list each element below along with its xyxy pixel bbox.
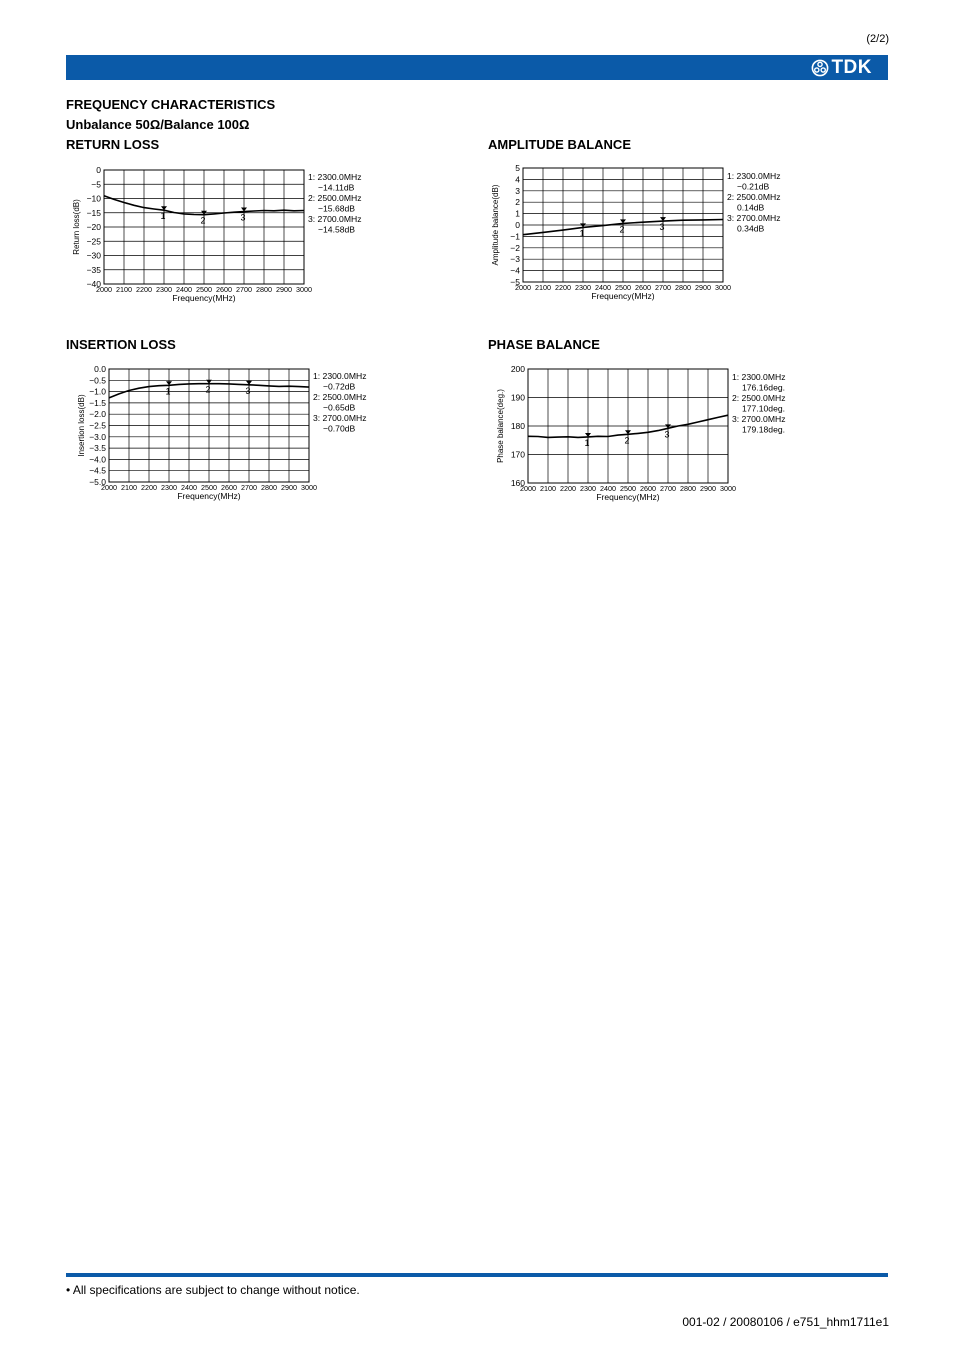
x-tick-label: 2000 [520,484,536,493]
legend-entry: 3: 2700.0MHz [313,413,367,423]
page-number: (2/2) [866,33,889,45]
x-tick-label: 2400 [181,483,197,492]
x-tick-label: 3000 [301,483,317,492]
y-tick-label: −0.5 [89,375,106,386]
y-tick-label: −4.5 [89,465,106,476]
y-tick-label: −3 [510,254,520,265]
legend-entry: 1: 2300.0MHz [727,171,781,181]
legend-entry: −0.70dB [323,423,356,434]
y-tick-label: 3 [515,185,520,196]
legend-entry: −0.21dB [737,181,770,192]
marker-label: 3 [240,212,246,223]
x-tick-label: 3000 [720,484,736,493]
footer-note: • All specifications are subject to change without notice. [66,1283,360,1297]
y-tick-label: −2 [510,242,520,253]
x-tick-label: 3000 [715,283,731,292]
marker-label: 2 [200,215,206,226]
legend-entry: 2: 2500.0MHz [313,392,367,402]
section-subheading: Unbalance 50Ω/Balance 100Ω [66,117,250,132]
y-tick-label: −5.0 [89,477,106,487]
legend-entry: 3: 2700.0MHz [727,213,781,223]
x-tick-label: 2300 [580,484,596,493]
y-tick-label: 4 [515,174,520,185]
legend-entry: 179.18deg. [742,424,786,435]
x-tick-label: 2300 [575,283,591,292]
x-tick-label: 2600 [216,285,232,294]
x-tick-label: 2800 [261,483,277,492]
x-tick-label: 2200 [141,483,157,492]
x-tick-label: 2000 [96,285,112,294]
x-tick-label: 2500 [196,285,212,294]
y-axis-label: Return loss(dB) [72,199,81,255]
marker-label: 1 [160,211,166,222]
y-tick-label: 5 [515,163,520,173]
y-tick-label: −40 [86,279,101,289]
marker-label: 2 [624,435,630,446]
document-id: 001-02 / 20080106 / e751_hhm1711e1 [682,1315,889,1329]
legend-entry: 3: 2700.0MHz [308,214,362,224]
x-tick-label: 2100 [535,283,551,292]
legend-entry: −14.11dB [318,182,355,193]
x-tick-label: 2900 [700,484,716,493]
y-tick-label: −3.0 [89,431,106,442]
x-tick-label: 2600 [640,484,656,493]
legend-entry: 1: 2300.0MHz [308,172,362,182]
marker-label: 3 [245,385,251,396]
y-tick-label: 1 [515,208,520,219]
y-tick-label: −10 [86,193,101,204]
legend-entry: 177.10deg. [742,403,786,414]
marker-label: 3 [664,429,670,440]
y-tick-label: −35 [86,264,101,275]
x-tick-label: 2000 [101,483,117,492]
y-tick-label: 0 [515,220,520,230]
x-axis-label: Frequency(MHz) [172,293,236,303]
x-tick-label: 2900 [281,483,297,492]
x-axis-label: Frequency(MHz) [596,492,660,502]
x-tick-label: 2300 [156,285,172,294]
x-tick-label: 2100 [121,483,137,492]
x-tick-label: 2200 [555,283,571,292]
x-tick-label: 2800 [675,283,691,292]
x-tick-label: 2700 [241,483,257,492]
marker-label: 3 [659,222,665,233]
y-axis-label: Amplitude balance(dB) [491,184,500,266]
y-axis-label: Insertion loss(dB) [77,394,86,457]
y-tick-label: −25 [86,236,101,247]
x-tick-label: 2100 [116,285,132,294]
marker-label: 2 [205,384,211,395]
legend-entry: −15.68dB [318,203,356,214]
x-tick-label: 2900 [695,283,711,292]
x-tick-label: 2500 [615,283,631,292]
x-tick-label: 2700 [655,283,671,292]
legend-entry: −14.58dB [318,224,356,235]
y-tick-label: −30 [86,250,101,261]
marker-label: 2 [619,224,625,235]
x-tick-label: 2700 [660,484,676,493]
legend-entry: 2: 2500.0MHz [308,193,362,203]
x-tick-label: 2400 [595,283,611,292]
y-tick-label: −5 [91,179,101,190]
y-tick-label: 0.0 [94,364,106,374]
x-tick-label: 2300 [161,483,177,492]
y-tick-label: −4.0 [89,454,106,465]
x-tick-label: 2500 [620,484,636,493]
legend-entry: −0.72dB [323,381,356,392]
y-tick-label: −1.5 [89,397,106,408]
x-tick-label: 2200 [136,285,152,294]
legend-entry: 1: 2300.0MHz [313,371,367,381]
x-tick-label: 2400 [600,484,616,493]
y-tick-label: 2 [515,197,520,208]
legend-entry: 176.16deg. [742,382,786,393]
x-tick-label: 2000 [515,283,531,292]
x-tick-label: 2200 [560,484,576,493]
legend-entry: 1: 2300.0MHz [732,372,786,382]
return-loss-title: RETURN LOSS [66,137,160,152]
legend-entry: −0.65dB [323,402,356,413]
y-tick-label: 200 [510,364,525,374]
y-axis-label: Phase balance(deg.) [496,389,505,463]
y-tick-label: 180 [510,421,525,431]
x-axis-label: Frequency(MHz) [177,491,241,501]
y-tick-label: 170 [510,449,525,460]
legend-entry: 2: 2500.0MHz [727,192,781,202]
x-tick-label: 2800 [680,484,696,493]
insertion-loss-title: INSERTION LOSS [66,337,176,352]
y-tick-label: −4 [510,265,520,276]
x-tick-label: 2800 [256,285,272,294]
y-tick-label: −2.5 [89,420,106,431]
legend-entry: 2: 2500.0MHz [732,393,786,403]
phase-balance-chart [0,0,954,520]
y-tick-label: −15 [86,207,101,218]
marker-label: 1 [165,386,171,397]
marker-label: 1 [584,437,590,448]
legend-entry: 3: 2700.0MHz [732,414,786,424]
amplitude-balance-title: AMPLITUDE BALANCE [488,137,631,152]
y-tick-label: −1 [510,231,520,242]
x-tick-label: 2600 [221,483,237,492]
brand-name: TDK [831,57,872,78]
y-tick-label: −3.5 [89,443,106,454]
y-tick-label: 190 [510,392,525,403]
x-tick-label: 2100 [540,484,556,493]
y-tick-label: −20 [86,222,101,232]
legend-entry: 0.34dB [737,223,765,234]
y-tick-label: −2.0 [89,409,106,420]
y-tick-label: 0 [96,165,101,175]
phase-balance-title: PHASE BALANCE [488,337,600,352]
x-tick-label: 2400 [176,285,192,294]
marker-label: 1 [579,228,585,239]
x-tick-label: 2900 [276,285,292,294]
y-tick-label: −5 [510,277,520,287]
x-tick-label: 2600 [635,283,651,292]
y-tick-label: −1.0 [89,386,106,397]
x-tick-label: 2700 [236,285,252,294]
footer-bar [66,1273,888,1277]
x-axis-label: Frequency(MHz) [591,291,655,301]
x-tick-label: 3000 [296,285,312,294]
section-heading: FREQUENCY CHARACTERISTICS [66,97,276,112]
y-tick-label: 160 [510,478,525,488]
legend-entry: 0.14dB [737,202,765,213]
x-tick-label: 2500 [201,483,217,492]
